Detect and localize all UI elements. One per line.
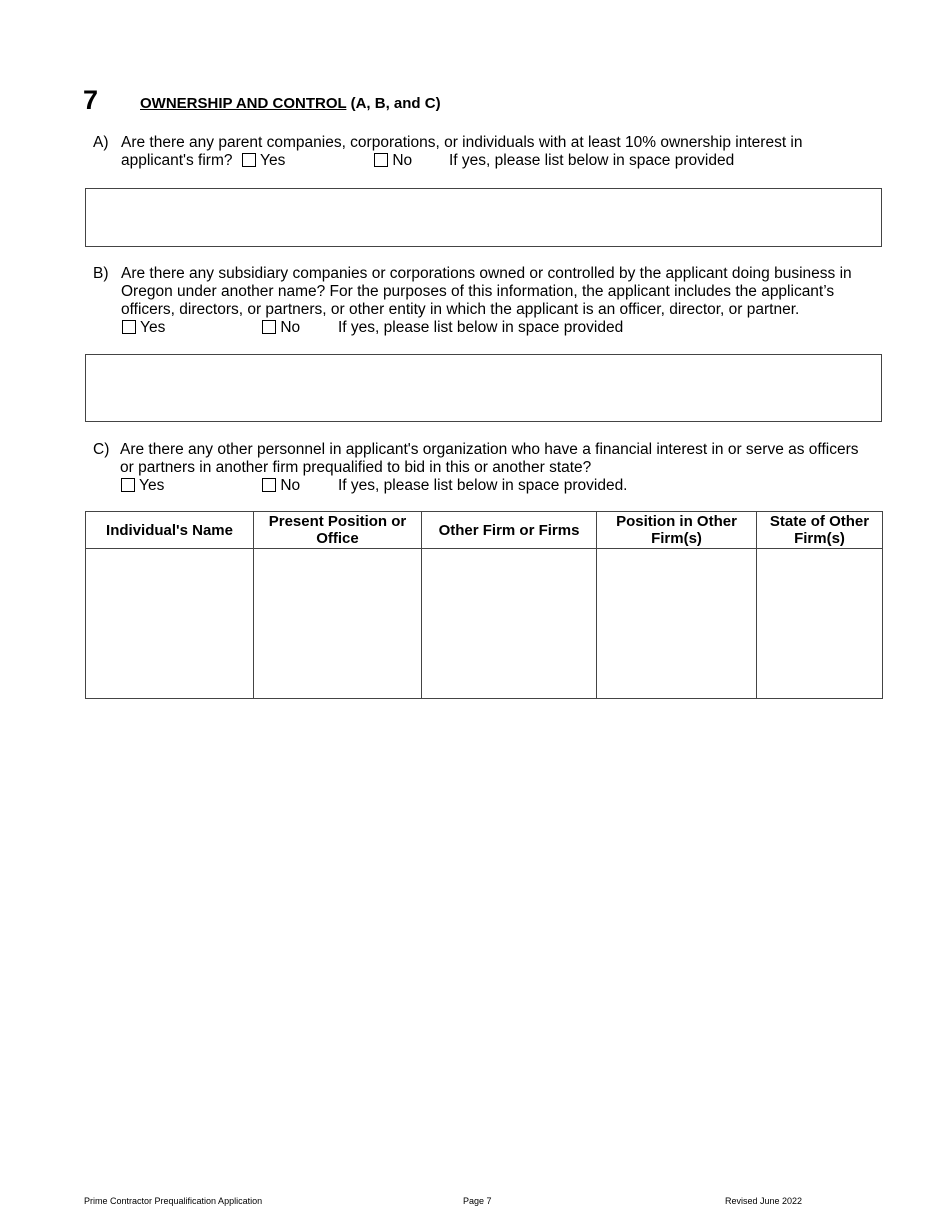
- footer-revision-date: Revised June 2022: [725, 1196, 803, 1206]
- question-c-label: C): [93, 441, 110, 458]
- question-a-label: A): [93, 134, 109, 151]
- question-a-instruction: If yes, please list below in space provided: [449, 152, 735, 169]
- personnel-table: [85, 511, 883, 699]
- question-b-yes-checkbox[interactable]: [122, 320, 136, 334]
- question-b-line-1: Are there any subsidiary companies or corporations owned or controlled by the applicant doing business in: [121, 265, 852, 282]
- question-b-yes-label: Yes: [140, 319, 166, 336]
- column-header-state-other-firm: State of Other Firm(s): [757, 512, 883, 549]
- question-a-yes-checkbox[interactable]: [242, 153, 256, 167]
- question-b-line-3: officers, directors, or partners, or other entity in which the applicant is an officer, director, or partner.: [121, 301, 800, 318]
- cell-other-firms[interactable]: [422, 549, 597, 699]
- question-c-yes-label: Yes: [139, 477, 165, 494]
- question-c-instruction: If yes, please list below in space provided.: [338, 477, 628, 494]
- question-a-yes-option[interactable]: [242, 152, 285, 170]
- column-header-individual-name: Individual's Name: [86, 512, 254, 549]
- question-b-yes-option[interactable]: [122, 319, 165, 337]
- question-c-no-option[interactable]: [262, 477, 300, 495]
- footer-page-number: Page 7: [463, 1196, 492, 1206]
- section-title-suffix: (A, B, and C): [346, 95, 441, 112]
- question-b-answer-box[interactable]: [85, 354, 882, 422]
- question-a-no-option[interactable]: [374, 152, 412, 170]
- question-a-line-2: applicant's firm?: [121, 152, 233, 169]
- footer-document-title: Prime Contractor Prequalification Application: [84, 1196, 263, 1206]
- cell-present-position[interactable]: [254, 549, 422, 699]
- question-b-line-2: Oregon under another name? For the purposes of this information, the applicant includes the applicant’s: [121, 283, 835, 300]
- question-b-no-option[interactable]: [262, 319, 300, 337]
- question-b-instruction: If yes, please list below in space provided: [338, 319, 624, 336]
- question-c-yes-checkbox[interactable]: [121, 478, 135, 492]
- table-row: [86, 549, 883, 699]
- question-a-no-checkbox[interactable]: [374, 153, 388, 167]
- cell-position-other-firm[interactable]: [597, 549, 757, 699]
- column-header-other-firms: Other Firm or Firms: [422, 512, 597, 549]
- question-b-no-checkbox[interactable]: [262, 320, 276, 334]
- table-header-row: [86, 512, 883, 549]
- section-title: [140, 95, 441, 113]
- question-a-line-1: Are there any parent companies, corporations, or individuals with at least 10% ownership interest in: [121, 134, 803, 151]
- section-number: 7: [83, 85, 99, 115]
- question-c-no-label: No: [280, 477, 301, 494]
- question-a-no-label: No: [392, 152, 413, 169]
- question-a-answer-box[interactable]: [85, 188, 882, 247]
- column-header-present-position: Present Position or Office: [254, 512, 422, 549]
- cell-individual-name[interactable]: [86, 549, 254, 699]
- question-c-line-1: Are there any other personnel in applicant's organization who have a financial interest in or serve as officers: [120, 441, 859, 458]
- section-title-main: OWNERSHIP AND CONTROL: [140, 95, 347, 112]
- question-c-no-checkbox[interactable]: [262, 478, 276, 492]
- cell-state-other-firm[interactable]: [757, 549, 883, 699]
- question-a-yes-label: Yes: [260, 152, 286, 169]
- column-header-position-other-firm: Position in Other Firm(s): [597, 512, 757, 549]
- question-c-yes-option[interactable]: [121, 477, 164, 495]
- question-b-label: B): [93, 265, 109, 282]
- question-b-no-label: No: [280, 319, 301, 336]
- question-c-line-2: or partners in another firm prequalified to bid in this or another state?: [120, 459, 592, 476]
